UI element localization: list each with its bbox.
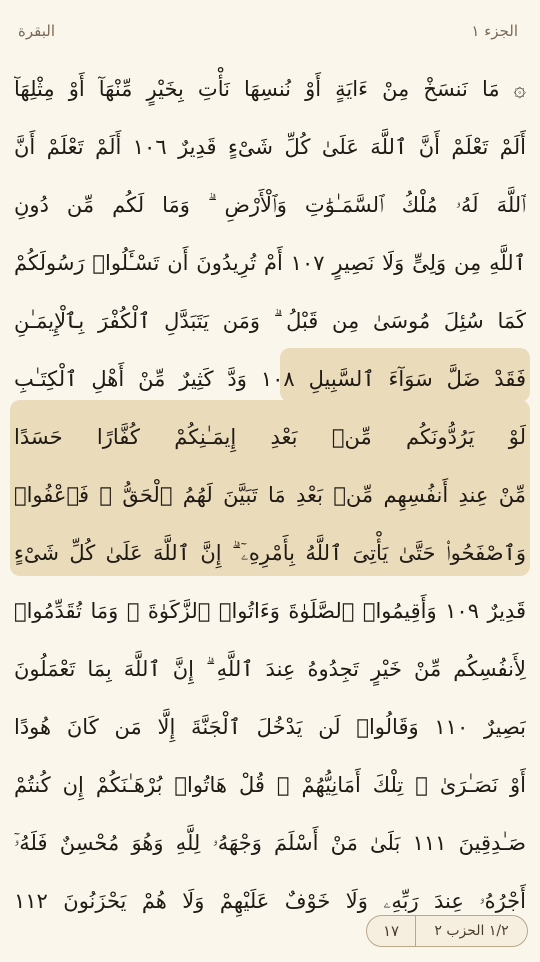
text-line[interactable]: كَمَا سُئِلَ مُوسَىٰ مِن قَبْلُ ۗ وَمَن يَتَبَدَّلِ ٱلْكُفْرَ بِٱلْإِيمَـٰنِ — [14, 309, 526, 333]
page-number: ١٧ — [367, 916, 416, 946]
page-footer — [0, 900, 540, 962]
text-line[interactable]: أَجْرُهُۥ عِندَ رَبِّهِۦ وَلَا خَوْفٌ عَلَيْهِمْ وَلَا هُمْ يَحْزَنُونَ ١١٢ — [14, 889, 526, 913]
text-line[interactable]: لَوْ يَرُدُّونَكُم مِّنۢ بَعْدِ إِيمَـٰنِكُمْ كُفَّارًا حَسَدًا — [14, 425, 526, 449]
text-line[interactable]: قَدِيرٌ ١٠٩ وَأَقِيمُوا۟ ٱلصَّلَوٰةَ وَءَاتُوا۟ ٱلزَّكَوٰةَ ۚ وَمَا تُقَدِّمُوا۟ — [14, 599, 526, 623]
surah-name: البقرة — [18, 22, 55, 40]
page-indicator[interactable] — [366, 915, 528, 947]
juz-label: الجزء ١ — [471, 22, 518, 40]
page-header — [0, 0, 540, 54]
text-line[interactable]: صَـٰدِقِينَ ١١١ بَلَىٰ مَنْ أَسْلَمَ وَجْهَهُۥ لِلَّهِ وَهُوَ مُحْسِنٌ فَلَهُۥٓ — [14, 831, 526, 855]
text-line[interactable]: ۞ مَا نَنسَخْ مِنْ ءَايَةٍ أَوْ نُنسِهَا نَأْتِ بِخَيْرٍ مِّنْهَآ أَوْ مِثْلِهَآ — [14, 77, 526, 101]
text-line[interactable]: ٱللَّهِ مِن وَلِىٍّ وَلَا نَصِيرٍ ١٠٧ أَمْ تُرِيدُونَ أَن تَسْـَٔلُوا۟ رَسُولَكُمْ — [14, 251, 526, 275]
text-line[interactable]: أَوْ نَصَـٰرَىٰ ۗ تِلْكَ أَمَانِيُّهُمْ ۗ قُلْ هَاتُوا۟ بُرْهَـٰنَكُمْ إِن كُنتُمْ — [14, 773, 526, 797]
text-line[interactable]: فَقَدْ ضَلَّ سَوَآءَ ٱلسَّبِيلِ ١٠٨ وَدَّ كَثِيرٌ مِّنْ أَهْلِ ٱلْكِتَـٰبِ — [14, 367, 526, 391]
text-line[interactable]: مِّنْ عِندِ أَنفُسِهِم مِّنۢ بَعْدِ مَا تَبَيَّنَ لَهُمُ ٱلْحَقُّ ۖ فَٱعْفُوا۟ — [14, 483, 526, 507]
text-line[interactable]: ٱللَّهَ لَهُۥ مُلْكُ ٱلسَّمَـٰوَٰتِ وَٱلْأَرْضِ ۗ وَمَا لَكُم مِّن دُونِ — [14, 193, 526, 217]
hizb-label: ١/٢ الحزب ٢ — [434, 923, 509, 939]
text-line[interactable]: لِأَنفُسِكُم مِّنْ خَيْرٍ تَجِدُوهُ عِندَ ٱللَّهِ ۗ إِنَّ ٱللَّهَ بِمَا تَعْمَلُونَ — [14, 657, 526, 681]
text-line[interactable]: أَلَمْ تَعْلَمْ أَنَّ ٱللَّهَ عَلَىٰ كُلِّ شَىْءٍ قَدِيرٌ ١٠٦ أَلَمْ تَعْلَمْ أَنَّ — [14, 135, 526, 159]
text-line[interactable]: بَصِيرٌ ١١٠ وَقَالُوا۟ لَن يَدْخُلَ ٱلْجَنَّةَ إِلَّا مَن كَانَ هُودًا — [14, 715, 526, 739]
text-line[interactable]: وَٱصْفَحُوا۟ حَتَّىٰ يَأْتِىَ ٱللَّهُ بِأَمْرِهِۦٓ ۗ إِنَّ ٱللَّهَ عَلَىٰ كُلِّ شَىْءٍ — [14, 541, 526, 565]
